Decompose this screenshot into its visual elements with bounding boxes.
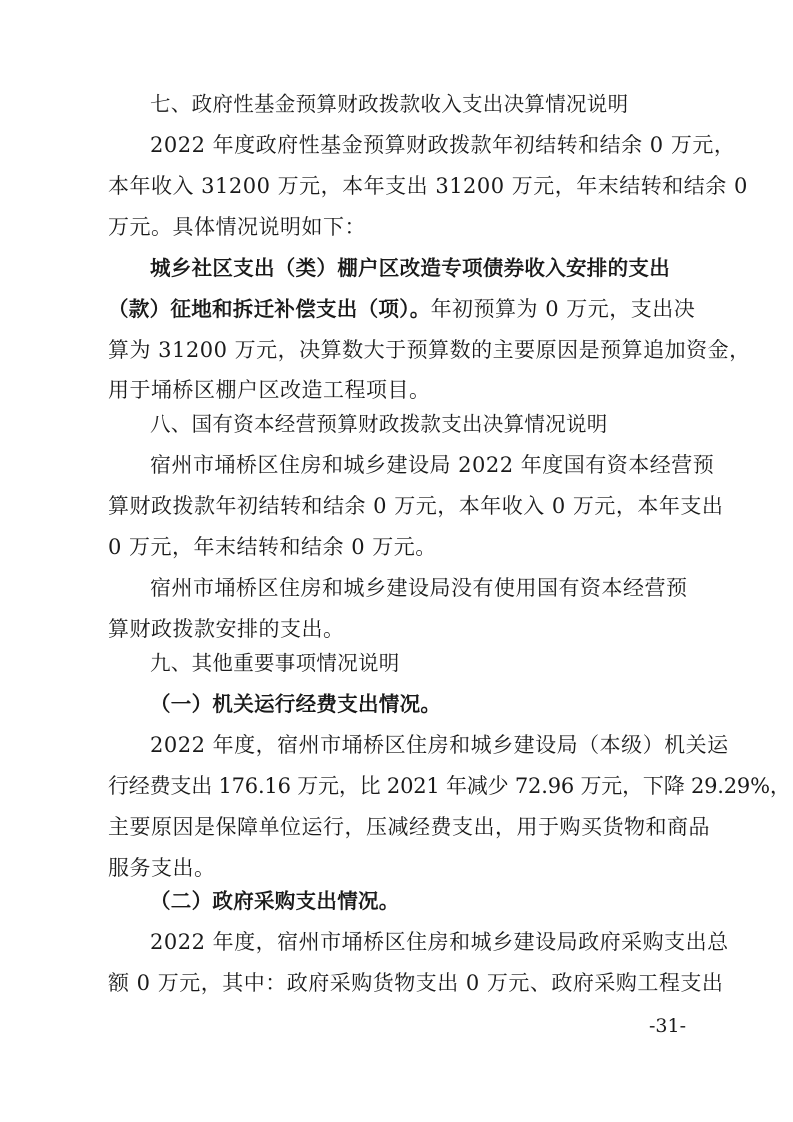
paragraph-line (108, 295, 695, 323)
paragraph-text: 年初预算为 0 万元，支出决 (430, 297, 696, 321)
item-bold-title: （款）征地和拆迁补偿支出（项）。 (108, 297, 431, 321)
paragraph-line: 本年收入 31200 万元，本年支出 31200 万元，年末结转和结余 0 (108, 174, 748, 198)
item-bold-title: 城乡社区支出（类）棚户区改造专项债券收入安排的支出 (150, 256, 670, 280)
paragraph-line: 主要原因是保障单位运行，压减经费支出，用于购买货物和商品 (108, 815, 710, 839)
paragraph-line: 万元。具体情况说明如下： (108, 215, 366, 239)
paragraph-line: 2022 年度，宿州市埇桥区住房和城乡建设局政府采购支出总 (150, 930, 729, 954)
section-heading: 九、其他重要事项情况说明 (150, 651, 400, 675)
subsection-title: （一）机关运行经费支出情况。 (150, 692, 442, 716)
section-heading: 七、政府性基金预算财政拨款收入支出决算情况说明 (150, 92, 629, 116)
paragraph-line: 用于埇桥区棚户区改造工程项目。 (108, 378, 431, 402)
paragraph-line: 宿州市埇桥区住房和城乡建设局 2022 年度国有资本经营预 (150, 453, 715, 477)
paragraph-line: 算财政拨款安排的支出。 (108, 617, 345, 641)
subsection-title: （二）政府采购支出情况。 (150, 889, 400, 913)
page-number: -31- (649, 1015, 687, 1037)
paragraph-line: 0 万元，年末结转和结余 0 万元。 (108, 535, 437, 559)
paragraph-line: 宿州市埇桥区住房和城乡建设局没有使用国有资本经营预 (150, 576, 688, 600)
paragraph-line: 额 0 万元，其中：政府采购货物支出 0 万元、政府采购工程支出 (108, 971, 724, 995)
section-heading: 八、国有资本经营预算财政拨款支出决算情况说明 (150, 412, 608, 436)
paragraph-line: 2022 年度政府性基金预算财政拨款年初结转和结余 0 万元， (150, 133, 736, 157)
paragraph-line: 2022 年度，宿州市埇桥区住房和城乡建设局（本级）机关运 (150, 733, 729, 757)
paragraph-line: 算财政拨款年初结转和结余 0 万元，本年收入 0 万元，本年支出 (108, 494, 724, 518)
paragraph-line: 行经费支出 176.16 万元，比 2021 年减少 72.96 万元，下降 29.29%， (108, 774, 791, 798)
paragraph-line: 算为 31200 万元，决算数大于预算数的主要原因是预算追加资金， (108, 338, 751, 362)
paragraph-line: 服务支出。 (108, 856, 216, 880)
